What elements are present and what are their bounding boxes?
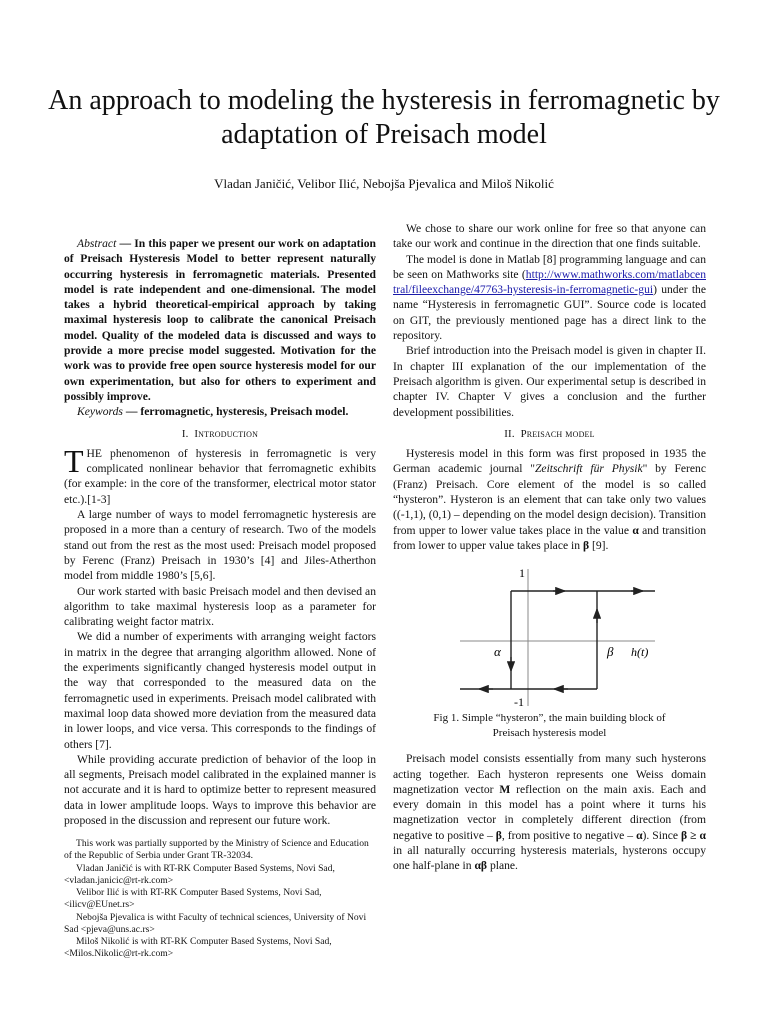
- section-title: Preisach model: [520, 427, 595, 440]
- intro-paragraph-5: While providing accurate prediction of behavior of the loop in all segments, Preisach model calibrated in the explained manner is not accurate and it is hard to optimize better to represent measured data in lower amplitude loops. Ways to improve this behavior are proposed in the discussion and represent our future work.: [64, 752, 376, 827]
- alpha-symbol: α: [636, 828, 643, 842]
- text-run: Hysteresis model in this form was first proposed in 1935 the German academic journal ": [393, 447, 706, 476]
- preisach-paragraph-2: [393, 751, 706, 873]
- magnetization-symbol: M: [499, 782, 511, 796]
- abstract-text: In this paper we present our work on adaptation of Preisach Hysteresis Model to better represent naturally occurring hysteresis in ferromagnetic materials. Presented model is rate independent and one-dimensional. The model takes a hybrid theoretical-empirical approach by taking maximal hysteresis loop to calibrate the canonical Preisach model. Quality of the modeled data is discussed and ways to provide a more precise model suggested. Motivation for the work was to provide free open source hysteresis model for our own experimentation, but also for others to experiment and possibly improve.: [64, 237, 376, 403]
- keywords-text: — ferromagnetic, hysteresis, Preisach model.: [122, 405, 349, 419]
- intro-paragraph-4: We did a number of experiments with arranging weight factors in matrix in the degree that arranging algorithm allowed. None of the experiments significantly changed hysteresis model output in the way that corresponded to the measured data on the ferromagnetic used in experiments. Preisach model calibrated with maximal loop data showed more deviation from the measured data in lower loops, and vice versa. This corresponds to the findings of others [7].: [64, 630, 376, 751]
- right-paragraph-2: [393, 252, 706, 344]
- intro-paragraph-3: Our work started with basic Preisach model and then devised an algorithm to take maximal hysteresis loop as a parameter for calibrating weight factor matrix.: [64, 584, 376, 629]
- y-top-label: 1: [519, 566, 525, 581]
- drop-cap: T: [64, 442, 84, 479]
- intro-text-1: HE phenomenon of hysteresis in ferromagnetic is very complicated nonlinear behavior that ferromagnetic exhibits (for example: in the core of the transformer, electrical motor stator etc.).[1-3]: [64, 446, 376, 506]
- right-paragraph-1: We chose to share our work online for free so that anyone can take our work and continue in the direction that one finds suitable.: [393, 222, 706, 251]
- gui-text: ) under the name “Hysteresis in ferromagnetic GUI”. Source code is located on GIT, the previously mentioned page has a direct link to the repository.: [393, 283, 706, 343]
- section-number: II.: [504, 427, 515, 440]
- footnote-funding: This work was partially supported by the Ministry of Science and Education of the Republic of Serbia under Grant TR-32034.: [64, 838, 369, 862]
- intro-paragraph-2: A large number of ways to model ferromagnetic hysteresis are proposed in a more than a century of research. Two of the models stand out from the rest as the most used: Preisach model proposed by Ferenc (Franz) Preisach in 1930’s [4] and Jiles-Atherthon model from middle 1980’s [5,6].: [64, 508, 376, 583]
- preisach-paragraph-1: [393, 446, 706, 553]
- journal-name: Zeitschrift für Physik: [534, 462, 643, 476]
- section-number: I.: [181, 427, 189, 440]
- figure-caption: [393, 711, 706, 741]
- keywords: [64, 404, 376, 419]
- text-run: " by Ferenc (Franz) Preisach. Core element of the model is so called “hysteron”. Hysteron is an element that can take only two values ((-1,1), (0,1) – depending on the model design decision). Transition from upper to lower value takes place in the value: [393, 462, 706, 537]
- beta-symbol: β: [495, 828, 502, 842]
- alpha-symbol: α: [632, 523, 639, 537]
- text-run: , from positive to negative –: [501, 828, 637, 842]
- y-bottom-label: -1: [514, 695, 524, 710]
- hysteron-diagram: [393, 561, 706, 709]
- section-title: Introduction: [194, 427, 259, 440]
- section-heading-introduction: [64, 427, 376, 442]
- caption-line-1: Fig 1. Simple “hysteron”, the main building block of: [433, 712, 666, 725]
- abstract-label: Abstract: [77, 237, 117, 250]
- text-run: plane.: [487, 859, 518, 873]
- matlab-text: The model is done in Matlab [8] programming language and can be seen on Mathworks site (: [393, 252, 706, 281]
- text-run: reflection on the main axis. Each and every domain in this model has a point where it turns his magnetization vector in completely different direction (from negative to positive –: [393, 782, 706, 842]
- section-heading-preisach: [393, 427, 706, 442]
- abstract: [64, 236, 376, 404]
- text-run: Preisach model consists essentially from many such hysterons acting together. Each hysteron represents one Weiss domain magnetization vector: [393, 752, 706, 796]
- left-column: [64, 236, 376, 960]
- right-column: [393, 221, 706, 874]
- footnote-author-1: Vladan Janičić is with RT-RK Computer Based Systems, Novi Sad, <vladan.janicic@rt-rk.com>: [64, 862, 335, 886]
- abstract-dash: —: [116, 237, 135, 250]
- keywords-label: Keywords: [77, 405, 123, 419]
- footnote-author-3: Nebojša Pjevalica is witht Faculty of technical sciences, University of Novi Sad <pjeva@uns.ac.rs>: [64, 911, 367, 935]
- beta-symbol: β: [582, 538, 590, 552]
- text-run: ). Since: [642, 828, 682, 842]
- x-axis-label: h(t): [631, 645, 649, 660]
- intro-paragraph-1: [64, 442, 376, 507]
- text-run: in all naturally occurring hysteresis materials, hysterons occupy one half-plane in: [393, 844, 706, 873]
- paper-title: An approach to modeling the hysteresis in ferromagnetic by adaptation of Preisach model: [48, 85, 720, 150]
- author-list: Vladan Janičić, Velibor Ilić, Nebojša Pjevalica and Miloš Nikolić: [214, 176, 554, 191]
- footnote-author-4: Miloš Nikolić is with RT-RK Computer Based Systems, Novi Sad, <Milos.Nikolic@rt-rk.com>: [64, 935, 332, 960]
- inequality: β ≥ α: [681, 828, 706, 842]
- footnotes: [64, 838, 376, 960]
- footnote-author-2: Velibor Ilić is with RT-RK Computer Based Systems, Novi Sad, <ilicv@EUnet.rs>: [64, 887, 322, 911]
- alpha-label: α: [494, 644, 501, 660]
- caption-line-2: Preisach hysteresis model: [492, 727, 607, 740]
- right-paragraph-3: Brief introduction into the Preisach model is given in chapter II. In chapter III explanation of the our implementation of the Preisach algorithm is given. Our experimental setup is described in chapter IV. Chapter V gives a conclusion and the further development possibilities.: [393, 344, 706, 419]
- text-run: and transition from lower to upper value takes place in: [393, 523, 706, 552]
- text-run: [9].: [589, 538, 609, 552]
- mathworks-link[interactable]: http://www.mathworks.com/matlabcentral/fileexchange/47763-hysteresis-in-ferromagnetic-gui: [393, 267, 706, 297]
- alpha-beta-symbol: αβ: [474, 859, 488, 873]
- hysteron-figure: [393, 561, 706, 709]
- beta-label: β: [607, 644, 614, 660]
